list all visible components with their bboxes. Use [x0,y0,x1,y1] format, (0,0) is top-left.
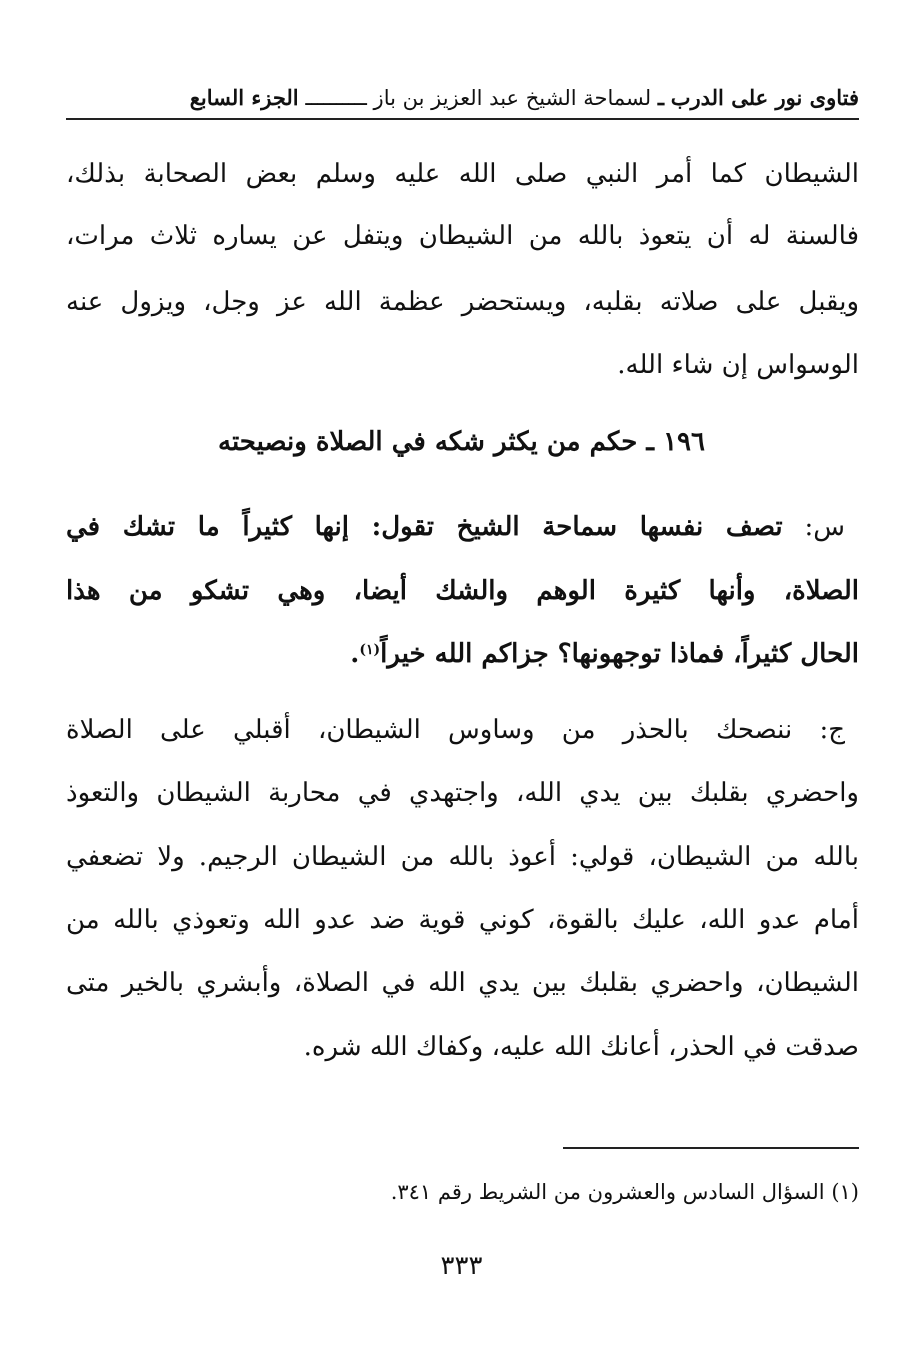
footnote-divider [563,1147,859,1149]
question-prefix: س: [804,512,845,542]
volume-label: الجزء السابع [189,85,299,110]
answer-prefix: ج: [819,715,845,745]
answer-line-4: أمام عدو الله، عليك بالقوة، كوني قوية ضد عدو الله وتعوذي بالله من [66,905,859,935]
running-header [66,82,859,120]
intro-line-1: الشيطان كما أمر النبي صلى الله عليه وسلم بعض الصحابة بذلك، [66,159,859,189]
question-text: تصف نفسها سماحة الشيخ تقول: إنها كثيراً ما تشك في [66,512,783,542]
header-author: لسماحة الشيخ عبد العزيز بن باز [373,86,652,110]
header-rule: ــــــــــ [305,86,367,110]
answer-text: ننصحك بالحذر من وساوس الشيطان، أقبلي على الصلاة [66,715,793,745]
answer-line-6: صدقت في الحذر، أعانك الله عليه، وكفاك الله شره. [303,1032,859,1062]
question-line-3-end: . [350,639,360,669]
answer-line-5: الشيطان، واحضري بقلبك بين يدي الله في الصلاة، وأبشري بالخير متى [66,968,859,998]
answer-line-2: واحضري بقلبك بين يدي الله، واجتهدي في محاربة الشيطان والتعوذ [66,778,859,808]
section-title: ١٩٦ ـ حكم من يكثر شكه في الصلاة ونصيحته [218,427,705,457]
intro-line-3: ويقبل على صلاته بقلبه، ويستحضر عظمة الله عز وجل، ويزول عنه [66,287,859,317]
intro-line-2: فالسنة له أن يتعوذ بالله من الشيطان ويتفل عن يساره ثلاث مرات، [66,221,859,251]
footnote-reference[interactable]: (١) [359,642,381,658]
question-line-3 [66,632,859,676]
header-separator: ـ [657,85,665,110]
question-line-3-text: الحال كثيراً، فماذا توجهونها؟ جزاكم الله خيراً [380,639,859,669]
page-number: ٣٣٣ [440,1251,483,1281]
question-line-2: الصلاة، وأنها كثيرة الوهم والشك أيضا، وهي تشكو من هذا [66,576,859,606]
intro-line-4: الوسواس إن شاء الله. [617,350,859,380]
footnote: (١) السؤال السادس والعشرون من الشريط رقم ٣٤١. [390,1180,859,1204]
book-title: فتاوى نور على الدرب [670,85,859,110]
answer-line-1 [66,708,845,752]
answer-line-3: بالله من الشيطان، قولي: أعوذ بالله من الشيطان الرجيم. ولا تضعفي [66,842,859,872]
question-line-1 [66,505,845,549]
